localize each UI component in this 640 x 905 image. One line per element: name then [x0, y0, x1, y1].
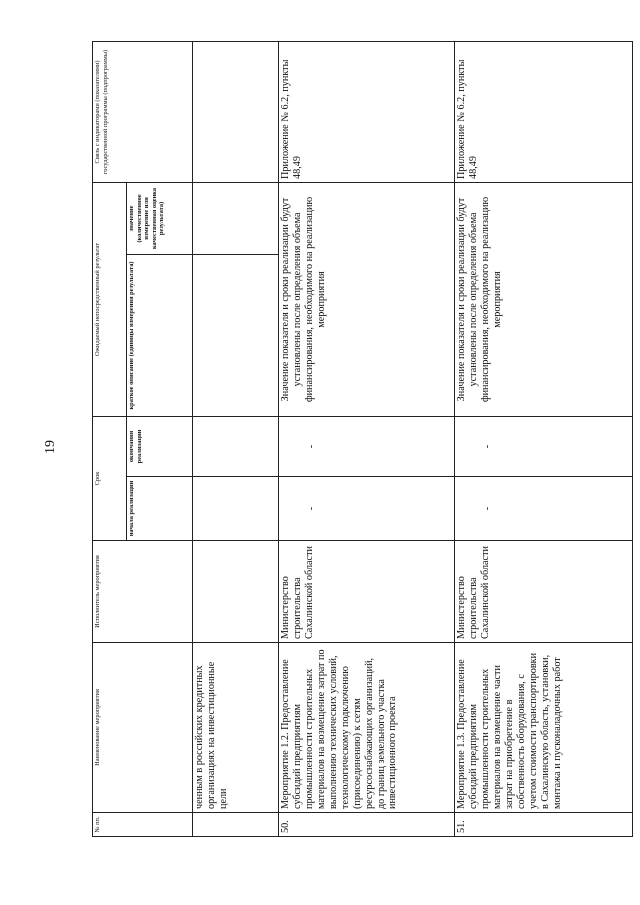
cell-start	[279, 477, 455, 541]
cell-name: Мероприятие 1.2. Предоставление субсидий предприятиям промышленности строительных материалов на возмещение затрат по выполнению технических условий, технологическому подключению (присоединению) к сетям ресурсоснабжающих организаций, до границ земельного участка инвестиционного проекта	[279, 643, 455, 813]
cell-name: ченным в российских кредитных организациях на инвестиционные цели	[193, 643, 279, 813]
cell-executor: Министерство строительства Сахалинской области	[455, 541, 633, 643]
measures-table	[92, 41, 633, 837]
table-row	[279, 41, 455, 836]
cell-start	[193, 477, 279, 541]
col-header-result-value: значение (количественное измерение или качественная оценка результата)	[127, 182, 193, 254]
cell-result: Значение показателя и сроки реализации будут установлены после определения объема финансирования, необходимого на реализацию мероприятия	[455, 182, 633, 416]
col-header-term-start: начала реализации	[127, 477, 193, 541]
cell-executor: Министерство строительства Сахалинской области	[279, 541, 455, 643]
cell-name: Мероприятие 1.3. Предоставление субсидий предприятиям промышленности строительных материалов на возмещение части затрат на приобретение в собственность оборудования, с учетом стоимости транспортировки в Сахалинскую область, установки, монтажа и пусконаладочных работ	[455, 643, 633, 813]
cell-value	[193, 182, 279, 254]
cell-start-value: -	[482, 506, 493, 511]
cell-end-value: -	[306, 444, 317, 449]
col-header-result-short: краткое описание (единицы измерения результата)	[127, 254, 193, 416]
col-header-link: Связь с индикаторами (показателями) государственной программы (подпрограммы)	[93, 41, 193, 182]
rotated-table-container	[92, 42, 632, 837]
document-page	[92, 42, 632, 837]
col-header-term-end: окончания реализации	[127, 416, 193, 476]
table-row	[193, 41, 279, 836]
cell-start	[455, 477, 633, 541]
col-header-executor: Исполнитель мероприятия	[93, 541, 193, 643]
cell-result	[193, 254, 279, 416]
cell-link	[193, 41, 279, 182]
cell-num	[193, 813, 279, 837]
col-header-name: Наименование мероприятия	[93, 643, 193, 813]
cell-end-value: -	[482, 444, 493, 449]
page-number: 19	[43, 440, 58, 454]
cell-link: Приложение № 6.2, пункты 48,49	[279, 41, 455, 182]
col-header-result: Ожидаемый непосредственный результат	[93, 182, 127, 416]
col-header-term: Срок	[93, 416, 127, 540]
cell-link: Приложение № 6.2, пункты 48,49	[455, 41, 633, 182]
cell-end	[279, 416, 455, 476]
col-header-num: № пп.	[93, 813, 193, 837]
cell-result: Значение показателя и сроки реализации будут установлены после определения объема финансирования, необходимого на реализацию мероприятия	[279, 182, 455, 416]
cell-executor	[193, 541, 279, 643]
cell-num: 50.	[279, 813, 455, 837]
table-row	[455, 41, 633, 836]
cell-start-value: -	[306, 506, 317, 511]
cell-end	[455, 416, 633, 476]
cell-num: 51.	[455, 813, 633, 837]
cell-end	[193, 416, 279, 476]
header-row-1	[93, 41, 127, 836]
